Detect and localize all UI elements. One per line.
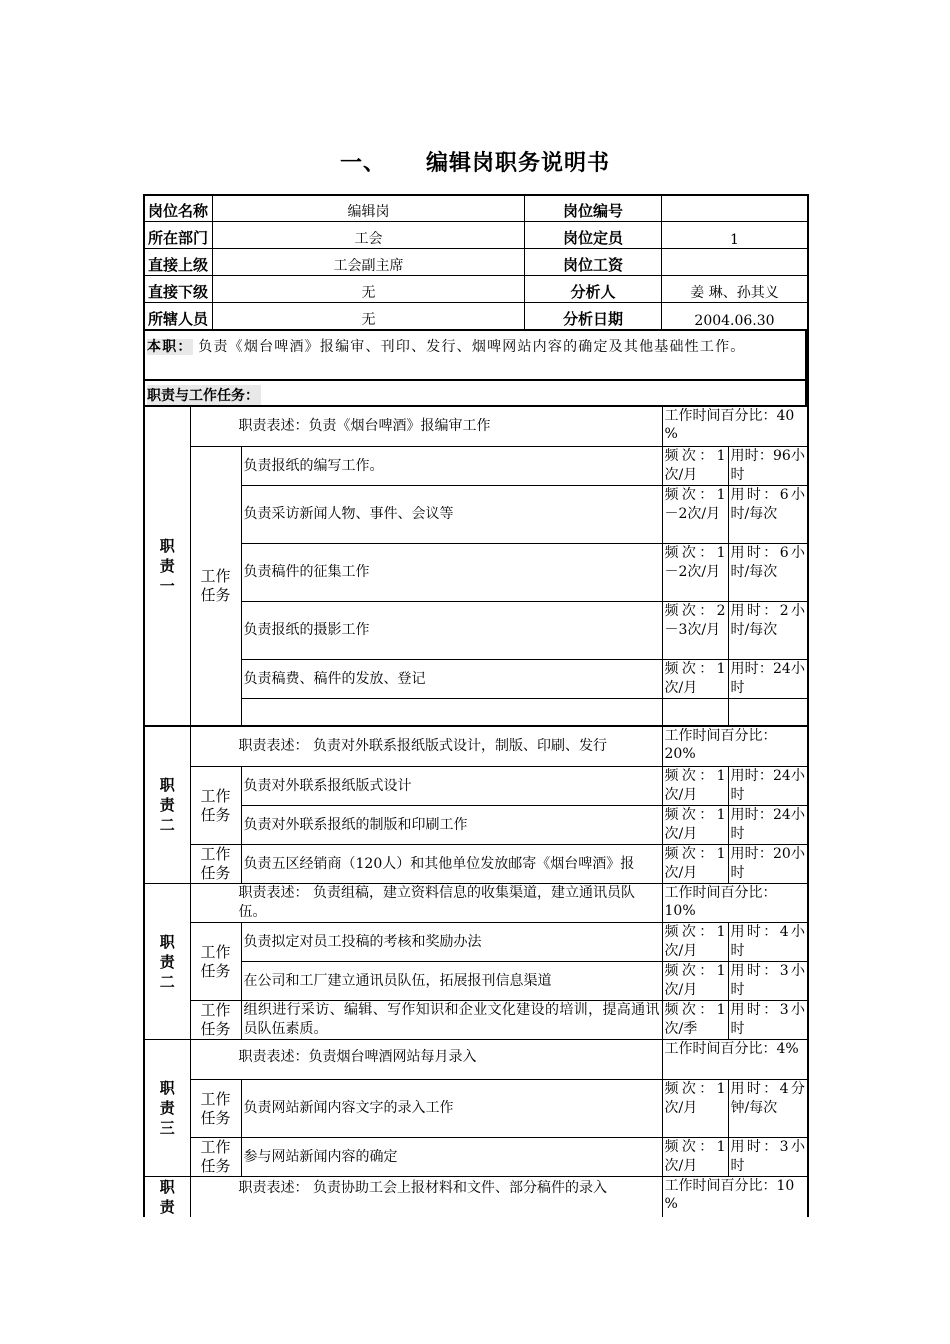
task-frequency: 频次：1次/月 bbox=[662, 962, 728, 1001]
task-frequency: 频次：1次/月 bbox=[662, 660, 728, 699]
duty-label-text: 职 责 一 bbox=[159, 537, 175, 595]
info-row bbox=[144, 222, 808, 249]
task-row bbox=[144, 1001, 808, 1040]
duty-statement: 职责表述： 负责协助工会上报材料和文件、部分稿件的录入 bbox=[190, 1177, 662, 1218]
task-frequency: 频次：1次/月 bbox=[662, 1080, 728, 1138]
task-group-label bbox=[190, 1138, 241, 1177]
position-no-label: 岗位编号 bbox=[525, 195, 662, 222]
duty-block-4 bbox=[143, 1039, 809, 1177]
date-value: 2004.06.30 bbox=[662, 303, 808, 330]
info-row bbox=[144, 195, 808, 222]
task-group-label bbox=[190, 1080, 241, 1138]
duty-statement: 职责表述： 负责组稿，建立资料信息的收集渠道，建立通讯员队伍。 bbox=[190, 884, 662, 923]
task-group-label-text: 工作 任务 bbox=[200, 786, 231, 824]
info-row bbox=[144, 303, 808, 330]
task-row bbox=[144, 962, 808, 1001]
quota-value: 1 bbox=[662, 222, 808, 249]
task-group-label-text: 工作 任务 bbox=[200, 845, 231, 882]
task-frequency: 频次：1次/月 bbox=[662, 447, 728, 486]
task-group-label bbox=[190, 845, 241, 884]
duty-label bbox=[144, 727, 190, 884]
task-text: 负责网站新闻内容文字的录入工作 bbox=[241, 1080, 662, 1138]
task-group-label bbox=[190, 1001, 241, 1040]
task-duration: 用时：4分钟/每次 bbox=[728, 1080, 808, 1138]
task-text: 在公司和工厂建立通讯员队伍，拓展报刊信息渠道 bbox=[241, 962, 662, 1001]
task-group-label bbox=[190, 923, 241, 1001]
task-duration bbox=[728, 699, 808, 726]
task-text: 负责对外联系报纸的制版和印刷工作 bbox=[241, 806, 662, 845]
position-no-value bbox=[662, 195, 808, 222]
duty-time-percent: 工作时间百分比：10% bbox=[662, 884, 808, 923]
task-text: 负责稿费、稿件的发放、登记 bbox=[241, 660, 662, 699]
task-row bbox=[144, 767, 808, 806]
task-duration: 用时：6小时/每次 bbox=[728, 544, 808, 602]
duty-label-text: 职 责 二 bbox=[159, 932, 175, 991]
task-text: 组织进行采访、编辑、写作知识和企业文化建设的培训，提高通讯员队伍素质。 bbox=[241, 1001, 662, 1040]
task-text: 负责对外联系报纸版式设计 bbox=[241, 767, 662, 806]
task-row bbox=[144, 845, 808, 884]
duties-section-header bbox=[143, 380, 807, 406]
task-frequency: 频次：2－3次/月 bbox=[662, 602, 728, 660]
position-name-value: 编辑岗 bbox=[213, 195, 525, 222]
task-group-label bbox=[190, 447, 241, 726]
task-row bbox=[144, 447, 808, 486]
task-row bbox=[144, 660, 808, 699]
task-group-label-text: 工作 任务 bbox=[200, 1089, 231, 1127]
task-frequency: 频次：1－2次/月 bbox=[662, 544, 728, 602]
task-frequency: 频次：1次/月 bbox=[662, 845, 728, 884]
date-label: 分析日期 bbox=[525, 303, 662, 330]
staff-label: 所辖人员 bbox=[144, 303, 213, 330]
duty-statement-row bbox=[144, 727, 808, 767]
task-frequency: 频次：1次/季 bbox=[662, 1001, 728, 1040]
task-text: 负责稿件的征集工作 bbox=[241, 544, 662, 602]
department-label: 所在部门 bbox=[144, 222, 213, 249]
duty-label-text: 职 责 三 bbox=[159, 1079, 175, 1137]
duties-section-title: 职责与工作任务： bbox=[147, 385, 261, 405]
duty-label-text: 职 责 bbox=[159, 1178, 175, 1216]
basic-info-table bbox=[143, 194, 808, 330]
department-value: 工会 bbox=[213, 222, 525, 249]
duty-label bbox=[144, 1040, 190, 1177]
task-text bbox=[241, 699, 662, 726]
task-duration: 用时：20小时 bbox=[728, 845, 808, 884]
task-duration: 用时：96小时 bbox=[728, 447, 808, 486]
task-row bbox=[144, 1080, 808, 1138]
staff-value: 无 bbox=[213, 303, 525, 330]
task-duration: 用时：3小时 bbox=[728, 1001, 808, 1040]
duty-label-text: 职 责 二 bbox=[159, 776, 175, 834]
task-group-label-text: 工作 任务 bbox=[200, 567, 231, 604]
duty-statement-row bbox=[144, 1177, 808, 1218]
job-summary bbox=[143, 330, 807, 380]
duty-statement-row bbox=[144, 1040, 808, 1080]
task-frequency bbox=[662, 699, 728, 726]
task-duration: 用时：24小时 bbox=[728, 806, 808, 845]
task-text: 负责采访新闻人物、事件、会议等 bbox=[241, 486, 662, 544]
task-frequency: 频次：1次/月 bbox=[662, 806, 728, 845]
task-row bbox=[144, 544, 808, 602]
task-row bbox=[144, 486, 808, 544]
duty-label bbox=[144, 1177, 190, 1218]
duty-block-1 bbox=[143, 406, 809, 726]
subordinate-value: 无 bbox=[213, 276, 525, 303]
task-frequency: 频次：1次/月 bbox=[662, 923, 728, 962]
task-row bbox=[144, 699, 808, 726]
superior-value: 工会副主席 bbox=[213, 249, 525, 276]
duty-statement-row bbox=[144, 407, 808, 447]
analyst-label: 分析人 bbox=[525, 276, 662, 303]
task-group-label-text: 工作 任务 bbox=[200, 942, 231, 980]
task-duration: 用时：3小时 bbox=[728, 962, 808, 1001]
duty-time-percent: 工作时间百分比：20% bbox=[662, 727, 808, 767]
duty-time-percent: 工作时间百分比：4% bbox=[662, 1040, 808, 1080]
duty-block-2 bbox=[143, 726, 809, 884]
document-title bbox=[0, 146, 950, 177]
info-row bbox=[144, 276, 808, 303]
subordinate-label: 直接下级 bbox=[144, 276, 213, 303]
duty-statement: 职责表述：负责《烟台啤酒》报编审工作 bbox=[190, 407, 662, 447]
quota-label: 岗位定员 bbox=[525, 222, 662, 249]
info-row bbox=[144, 249, 808, 276]
duty-statement: 职责表述： 负责对外联系报纸版式设计，制版、印刷、发行 bbox=[190, 727, 662, 767]
task-frequency: 频次：1次/月 bbox=[662, 1138, 728, 1177]
title-text: 编辑岗职务说明书 bbox=[426, 151, 611, 176]
analyst-value: 姜 琳、孙其义 bbox=[662, 276, 808, 303]
superior-label: 直接上级 bbox=[144, 249, 213, 276]
task-text: 负责拟定对员工投稿的考核和奖励办法 bbox=[241, 923, 662, 962]
task-row bbox=[144, 806, 808, 845]
job-summary-label: 本职： bbox=[147, 339, 193, 355]
task-frequency: 频次：1－2次/月 bbox=[662, 486, 728, 544]
task-duration: 用时：2小时/每次 bbox=[728, 602, 808, 660]
duty-label bbox=[144, 884, 190, 1040]
salary-label: 岗位工资 bbox=[525, 249, 662, 276]
duty-time-percent: 工作时间百分比：10 % bbox=[662, 1177, 808, 1218]
title-number: 一、 bbox=[339, 151, 386, 176]
task-group-label bbox=[190, 767, 241, 845]
duty-time-percent: 工作时间百分比：40 % bbox=[662, 407, 808, 447]
task-row bbox=[144, 923, 808, 962]
task-text: 负责报纸的摄影工作 bbox=[241, 602, 662, 660]
task-row bbox=[144, 1138, 808, 1177]
task-duration: 用时：4小时 bbox=[728, 923, 808, 962]
duty-statement: 职责表述：负责烟台啤酒网站每月录入 bbox=[190, 1040, 662, 1080]
task-duration: 用时：24小时 bbox=[728, 767, 808, 806]
job-summary-text bbox=[147, 337, 802, 357]
task-text: 负责报纸的编写工作。 bbox=[241, 447, 662, 486]
task-duration: 用时：3小时 bbox=[728, 1138, 808, 1177]
duty-block-5 bbox=[143, 1176, 809, 1217]
task-text: 负责五区经销商（120人）和其他单位发放邮寄《烟台啤酒》报 bbox=[241, 845, 662, 884]
task-duration: 用时：24小时 bbox=[728, 660, 808, 699]
duty-label bbox=[144, 407, 190, 726]
duty-statement-row bbox=[144, 884, 808, 923]
duty-block-3 bbox=[143, 883, 809, 1040]
task-frequency: 频次：1次/月 bbox=[662, 767, 728, 806]
job-summary-body: 负责《烟台啤酒》报编审、刊印、发行、烟啤网站内容的确定及其他基础性工作。 bbox=[198, 339, 746, 355]
salary-value bbox=[662, 249, 808, 276]
task-group-label-text: 工作 任务 bbox=[200, 1001, 231, 1038]
task-row bbox=[144, 602, 808, 660]
position-name-label: 岗位名称 bbox=[144, 195, 213, 222]
task-group-label-text: 工作 任务 bbox=[200, 1138, 231, 1175]
task-duration: 用时：6小时/每次 bbox=[728, 486, 808, 544]
task-text: 参与网站新闻内容的确定 bbox=[241, 1138, 662, 1177]
